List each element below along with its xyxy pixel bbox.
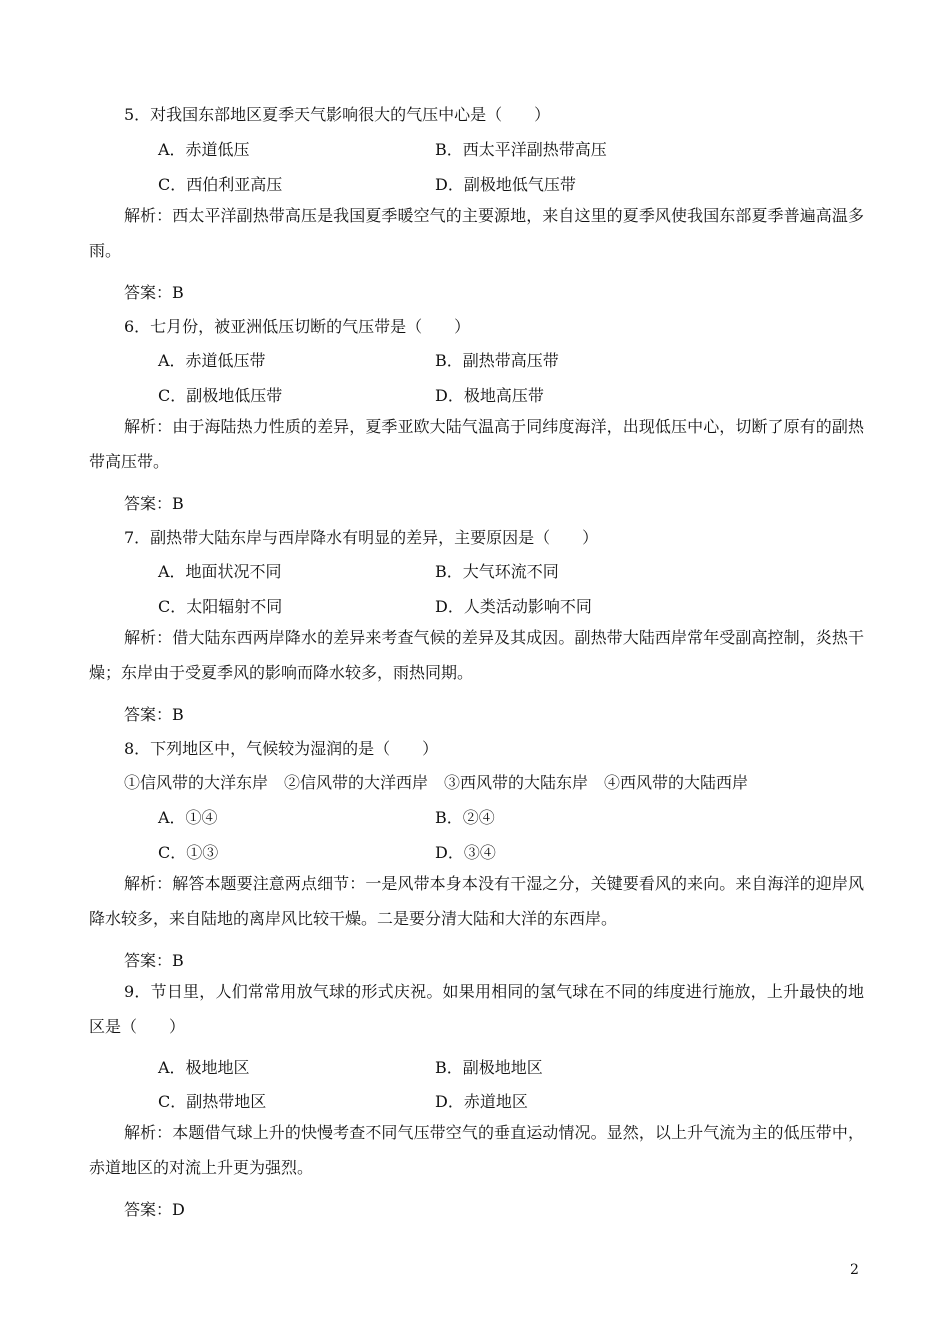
- question-9-option-d: D．赤道地区: [435, 1092, 528, 1111]
- question-7-stem: 7．副热带大陆东岸与西岸降水有明显的差异，主要原因是（ ）: [124, 528, 599, 547]
- question-8-stem: 8．下列地区中，气候较为湿润的是（ ）: [124, 739, 439, 758]
- question-5-answer: 答案：B: [124, 283, 184, 302]
- question-7-option-c: C．太阳辐射不同: [158, 597, 283, 616]
- question-7-option-a: A．地面状况不同: [158, 562, 282, 581]
- question-8-option-a: A．①④: [158, 808, 218, 827]
- question-8-option-d: D．③④: [435, 843, 496, 862]
- question-6-stem: 6．七月份，被亚洲低压切断的气压带是（ ）: [124, 317, 471, 336]
- question-6-answer: 答案：B: [124, 494, 184, 513]
- question-5-option-b: B．西太平洋副热带高压: [435, 140, 607, 159]
- page-number: 2: [850, 1262, 859, 1278]
- question-9-explanation: 解析：本题借气球上升的快慢考查不同气压带空气的垂直运动情况。显然，以上升气流为主的低压带中，赤道地区的对流上升更为强烈。: [89, 1123, 864, 1177]
- question-7-option-d: D．人类活动影响不同: [435, 597, 592, 616]
- question-6-option-c: C．副极地低压带: [158, 386, 283, 405]
- question-5-option-d: D．副极地低气压带: [435, 175, 576, 194]
- question-9-stem: 9．节日里，人们常常用放气球的形式庆祝。如果用相同的氢气球在不同的纬度进行施放，上升最快的地区是（ ）: [89, 982, 864, 1036]
- question-9-option-c: C．副热带地区: [158, 1092, 267, 1111]
- question-8-choices: ①信风带的大洋东岸 ②信风带的大洋西岸 ③西风带的大陆东岸 ④西风带的大陆西岸: [124, 773, 749, 792]
- question-8-explanation: 解析：解答本题要注意两点细节：一是风带本身本没有干湿之分，关键要看风的来向。来自海洋的迎岸风降水较多，来自陆地的离岸风比较干燥。二是要分清大陆和大洋的东西岸。: [89, 874, 864, 928]
- question-7-answer: 答案：B: [124, 705, 184, 724]
- question-5-option-c: C．西伯利亚高压: [158, 175, 283, 194]
- question-9-option-a: A．极地地区: [158, 1058, 250, 1077]
- question-7-option-b: B．大气环流不同: [435, 562, 559, 581]
- question-7-explanation: 解析：借大陆东西两岸降水的差异来考查气候的差异及其成因。副热带大陆西岸常年受副高控制，炎热干燥；东岸由于受夏季风的影响而降水较多，雨热同期。: [89, 628, 864, 682]
- question-5-option-a: A．赤道低压: [158, 140, 250, 159]
- question-6-option-d: D．极地高压带: [435, 386, 544, 405]
- question-6-option-a: A．赤道低压带: [158, 351, 266, 370]
- question-8-option-c: C．①③: [158, 843, 219, 862]
- question-8-answer: 答案：B: [124, 951, 184, 970]
- question-6-explanation: 解析：由于海陆热力性质的差异，夏季亚欧大陆气温高于同纬度海洋，出现低压中心，切断了原有的副热带高压带。: [89, 417, 864, 471]
- question-9-option-b: B．副极地地区: [435, 1058, 543, 1077]
- question-5-explanation: 解析：西太平洋副热带高压是我国夏季暖空气的主要源地，来自这里的夏季风使我国东部夏季普遍高温多雨。: [89, 206, 864, 260]
- question-6-option-b: B．副热带高压带: [435, 351, 559, 370]
- question-5-stem: 5．对我国东部地区夏季天气影响很大的气压中心是（ ）: [124, 105, 551, 124]
- question-8-option-b: B．②④: [435, 808, 495, 827]
- question-9-answer: 答案：D: [124, 1200, 185, 1219]
